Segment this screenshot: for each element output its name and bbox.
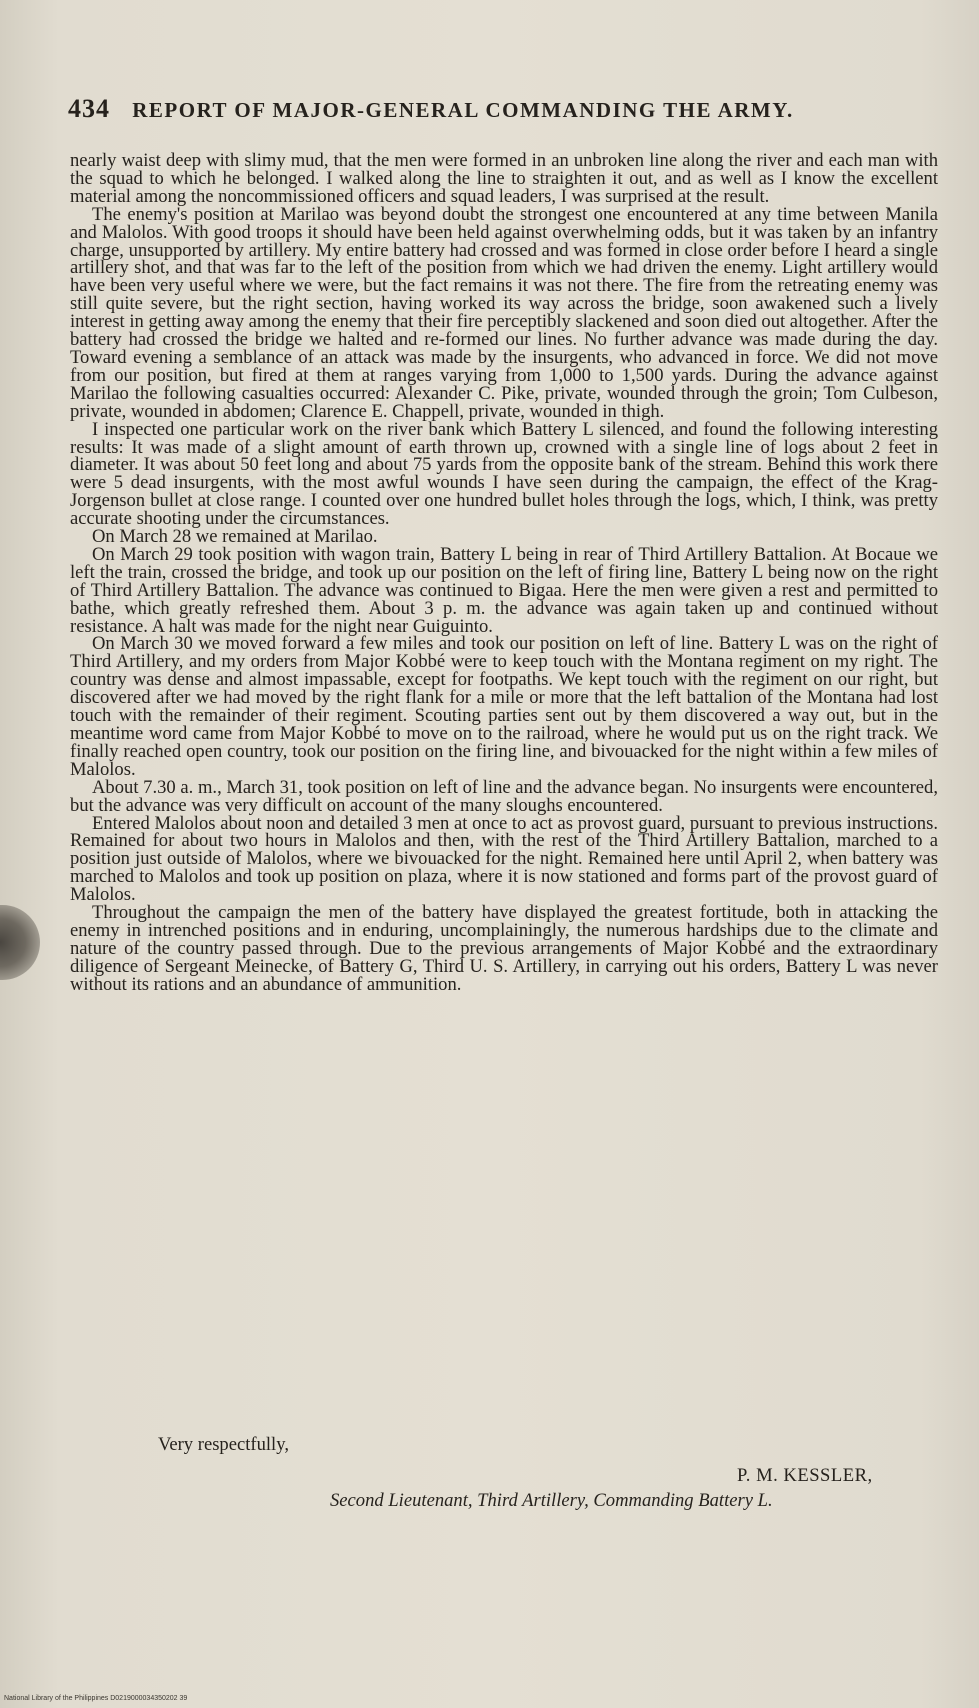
report-body xyxy=(70,152,938,994)
paragraph: Throughout the campaign the men of the battery have displayed the greatest fortitude, both in attacking the enemy in intrenched positions and in enduring, uncomplainingly, the numerous hardships due to the climate and nature of the country passed through. Due to the previous arrangements of Major Kobbé and the extraordinary diligence of Sergeant Meinecke, of Battery G, Third U. S. Artillery, in carrying out his orders, Battery L was never without its rations and an abundance of ammunition. xyxy=(70,902,938,995)
page-number: 434 xyxy=(68,94,110,123)
paragraph: The enemy's position at Marilao was beyond doubt the strongest one encountered at any time between Manila and Malolos. With good troops it should have been held against overwhelming odds, but it was taken by an infantry charge, unsupported by artillery. My entire battery had crossed and was formed in close order before I heard a single artillery shot, and that was far to the left of the position from which we had driven the enemy. Light artillery would have been very useful where we were, but the fact remains it was not there. The fire from the retreating enemy was still quite severe, but the right section, having worked its way across the bridge, soon awakened such a lively interest in getting away among the enemy that their fire perceptibly slackened and soon died out altogether. After the battery had crossed the bridge we halted and re-formed our lines. No further advance was made during the day. Toward evening a semblance of an attack was made by the insurgents, who advanced in force. We did not move from our position, but fired at them at ranges varying from 1,000 to 1,500 yards. During the advance against Marilao the following casualties occurred: Alexander C. Pike, private, wounded through the groin; Tom Culbeson, private, wounded in abdomen; Clarence E. Chappell, private, wounded in thigh. xyxy=(70,203,938,422)
closing-salutation: Very respectfully, xyxy=(158,1434,289,1455)
signature-name: P. M. KESSLER, xyxy=(737,1465,873,1486)
paragraph: On March 30 we moved forward a few miles and took our position on left of line. Battery L was on the right of Third Artillery, and my orders from Major Kobbé were to keep touch with the Montana regiment on my right. The country was dense and almost impassable, except for footpaths. We kept touch with the regiment on our right, but discovered after we had moved by the right flank for a mile or more that the left battalion of the Montana had lost touch with the remainder of their regiment. Scouting parties sent out by them discovered a way out, but in the meantime word came from Major Kobbé to move on to the railroad, where he would put us on the right track. We finally reached open country, took our position on the firing line, and bivouacked for the night within a few miles of Malolos. xyxy=(70,633,938,780)
running-title: REPORT OF MAJOR-GENERAL COMMANDING THE ARMY. xyxy=(132,98,794,122)
page-header xyxy=(68,94,888,128)
paragraph: On March 28 we remained at Marilao. xyxy=(92,526,378,548)
scan-thumb-shadow xyxy=(0,905,40,980)
library-stamp: National Library of the Philippines D0219000034350202 39 xyxy=(4,1695,188,1702)
paragraph: I inspected one particular work on the river bank which Battery L silenced, and found the following interesting results: It was made of a slight amount of earth thrown up, crowned with a single line of logs about 2 feet in diameter. It was about 50 feet long and about 75 yards from the opposite bank of the stream. Behind this work there were 5 dead insurgents, with the most awful wounds I have seen during the campaign, the effect of the Krag-Jorgenson bullet at close range. I counted over one hundred bullet holes through the logs, which, I think, was pretty accurate shooting under the circumstances. xyxy=(70,418,938,530)
paragraph: About 7.30 a. m., March 31, took position on left of line and the advance began. No insurgents were encountered, but the advance was very difficult on account of the many sloughs encountered. xyxy=(70,776,938,816)
paragraph: On March 29 took position with wagon train, Battery L being in rear of Third Artillery Battalion. At Bocaue we left the train, crossed the bridge, and took up our position on the left of firing line, Battery L being now on the right of Third Artillery Battalion. The advance was continued to Bigaa. Here the men were given a rest and permitted to bathe, which greatly refreshed them. About 3 p. m. the advance was again taken up and continued without resistance. A halt was made for the night near Guiguinto. xyxy=(70,543,938,637)
paragraph: Entered Malolos about noon and detailed 3 men at once to act as provost guard, pursuant to previous instructions. Remained for about two hours in Malolos and then, with the rest of the Third Artillery Battalion, marched to a position just outside of Malolos, where we bivouacked for the night. Remained here until April 2, when battery was marched to Malolos and took up position on plaza, where it is now stationed and forms part of the provost guard of Malolos. xyxy=(70,812,938,906)
paragraph: nearly waist deep with slimy mud, that the men were formed in an unbroken line along the river and each man with the squad to which he belonged. I walked along the line to straighten it out, and as well as I know the excellent material among the noncommissioned officers and squad leaders, I was surprised at the result. xyxy=(70,150,938,207)
signature-title: Second Lieutenant, Third Artillery, Commanding Battery L. xyxy=(330,1490,773,1511)
